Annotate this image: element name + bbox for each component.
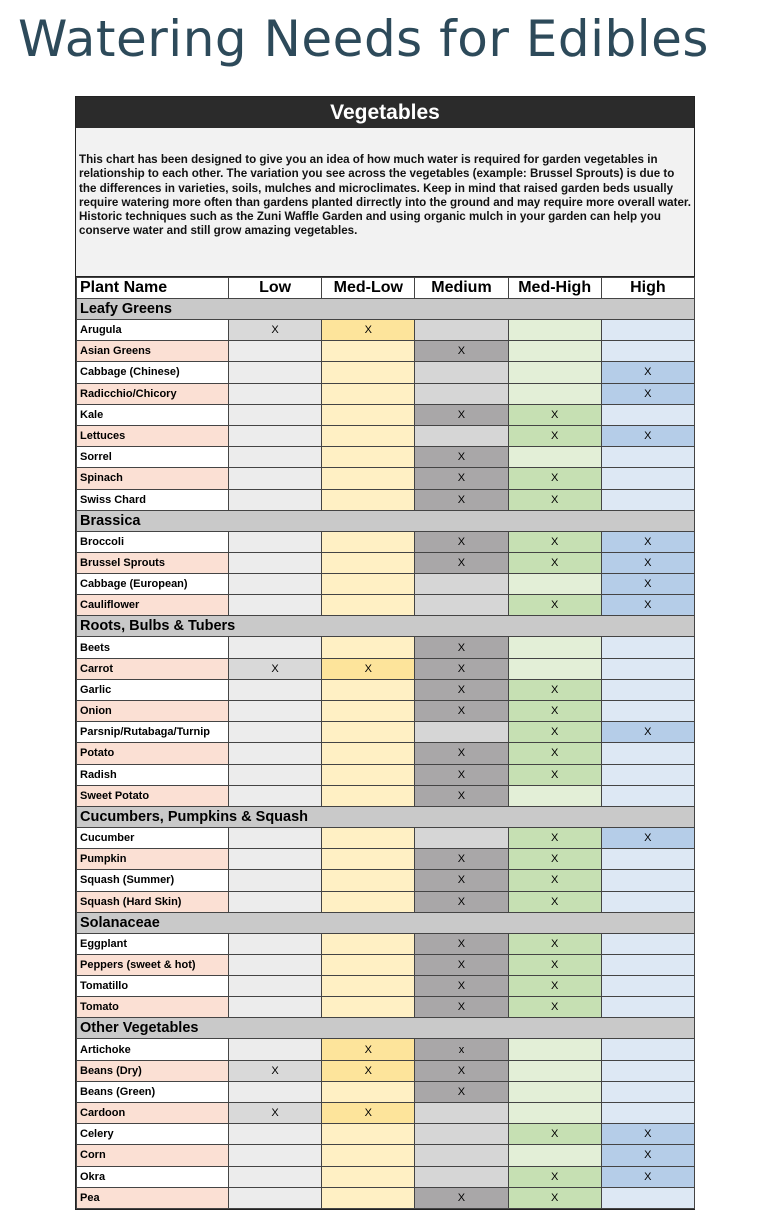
level-cell-medium: X <box>415 997 508 1018</box>
level-cell-low <box>229 976 322 997</box>
level-cell-medium <box>415 574 508 595</box>
level-cell-high: X <box>601 827 694 848</box>
level-cell-medhigh <box>508 637 601 658</box>
level-cell-medium: X <box>415 976 508 997</box>
level-cell-medlow: X <box>322 320 415 341</box>
level-cell-low: X <box>229 320 322 341</box>
level-cell-high <box>601 701 694 722</box>
level-cell-medlow <box>322 531 415 552</box>
level-cell-medlow <box>322 1124 415 1145</box>
level-cell-medlow <box>322 404 415 425</box>
level-cell-medium <box>415 595 508 616</box>
level-cell-low <box>229 1124 322 1145</box>
level-cell-medhigh: X <box>508 891 601 912</box>
level-cell-medlow: X <box>322 1060 415 1081</box>
plant-name: Carrot <box>77 658 229 679</box>
plant-name: Radicchio/Chicory <box>77 383 229 404</box>
table-row <box>77 595 695 616</box>
level-cell-medhigh: X <box>508 849 601 870</box>
level-cell-medium: X <box>415 1081 508 1102</box>
level-cell-medlow <box>322 447 415 468</box>
level-cell-medlow <box>322 870 415 891</box>
plant-name: Peppers (sweet & hot) <box>77 954 229 975</box>
level-cell-medhigh <box>508 658 601 679</box>
level-cell-medhigh: X <box>508 701 601 722</box>
level-cell-medhigh <box>508 785 601 806</box>
level-cell-medium: X <box>415 870 508 891</box>
level-cell-medium <box>415 362 508 383</box>
table-row <box>77 1081 695 1102</box>
level-cell-medlow <box>322 849 415 870</box>
level-cell-high <box>601 743 694 764</box>
level-cell-low: X <box>229 1103 322 1124</box>
level-cell-medlow: X <box>322 1039 415 1060</box>
level-cell-low <box>229 870 322 891</box>
plant-name: Arugula <box>77 320 229 341</box>
level-cell-medhigh: X <box>508 1187 601 1208</box>
level-cell-high: X <box>601 722 694 743</box>
level-cell-low <box>229 743 322 764</box>
table-row <box>77 1124 695 1145</box>
level-cell-medium: X <box>415 701 508 722</box>
plant-name: Radish <box>77 764 229 785</box>
plant-name: Pea <box>77 1187 229 1208</box>
level-cell-medlow <box>322 468 415 489</box>
level-cell-low <box>229 891 322 912</box>
table-row <box>77 489 695 510</box>
category-row <box>77 912 695 933</box>
table-row <box>77 1039 695 1060</box>
plant-name: Asian Greens <box>77 341 229 362</box>
level-cell-medlow <box>322 954 415 975</box>
level-cell-high <box>601 933 694 954</box>
level-cell-medhigh: X <box>508 764 601 785</box>
level-cell-medium <box>415 1145 508 1166</box>
level-cell-medhigh: X <box>508 870 601 891</box>
level-cell-medhigh: X <box>508 404 601 425</box>
level-cell-low <box>229 447 322 468</box>
level-cell-medhigh: X <box>508 997 601 1018</box>
level-cell-medium: X <box>415 954 508 975</box>
level-cell-medhigh: X <box>508 679 601 700</box>
level-cell-medlow <box>322 637 415 658</box>
table-row <box>77 976 695 997</box>
plant-name: Cabbage (Chinese) <box>77 362 229 383</box>
column-header-low: Low <box>229 278 322 299</box>
level-cell-high <box>601 785 694 806</box>
level-cell-medhigh <box>508 1145 601 1166</box>
level-cell-medium <box>415 1166 508 1187</box>
table-row <box>77 425 695 446</box>
table-row <box>77 574 695 595</box>
plant-name: Cauliflower <box>77 595 229 616</box>
level-cell-medlow <box>322 997 415 1018</box>
level-cell-low <box>229 637 322 658</box>
level-cell-low <box>229 679 322 700</box>
level-cell-high <box>601 1039 694 1060</box>
level-cell-medlow <box>322 1081 415 1102</box>
table-row <box>77 701 695 722</box>
level-cell-low: X <box>229 658 322 679</box>
level-cell-high <box>601 891 694 912</box>
plant-name: Beets <box>77 637 229 658</box>
table-row <box>77 997 695 1018</box>
level-cell-medlow <box>322 574 415 595</box>
level-cell-medlow <box>322 701 415 722</box>
level-cell-medhigh <box>508 1039 601 1060</box>
level-cell-low <box>229 468 322 489</box>
level-cell-high <box>601 849 694 870</box>
level-cell-medlow <box>322 1187 415 1208</box>
plant-name: Eggplant <box>77 933 229 954</box>
level-cell-medhigh: X <box>508 1124 601 1145</box>
table-row <box>77 849 695 870</box>
level-cell-medium: X <box>415 764 508 785</box>
table-row <box>77 552 695 573</box>
level-cell-medlow <box>322 976 415 997</box>
level-cell-medium: X <box>415 743 508 764</box>
level-cell-high <box>601 658 694 679</box>
level-cell-medium: X <box>415 637 508 658</box>
category-row <box>77 806 695 827</box>
table-row <box>77 1145 695 1166</box>
level-cell-medium: X <box>415 341 508 362</box>
level-cell-medhigh: X <box>508 976 601 997</box>
category-label: Other Vegetables <box>77 1018 695 1039</box>
table-row <box>77 722 695 743</box>
level-cell-medium: X <box>415 891 508 912</box>
column-header-row <box>77 278 695 299</box>
plant-name: Spinach <box>77 468 229 489</box>
level-cell-medlow <box>322 679 415 700</box>
category-label: Brassica <box>77 510 695 531</box>
plant-name: Swiss Chard <box>77 489 229 510</box>
table-row <box>77 531 695 552</box>
level-cell-medhigh: X <box>508 954 601 975</box>
level-cell-low <box>229 1039 322 1060</box>
level-cell-medium <box>415 827 508 848</box>
level-cell-high: X <box>601 362 694 383</box>
level-cell-medlow <box>322 785 415 806</box>
column-header-medium: Medium <box>415 278 508 299</box>
level-cell-medium: X <box>415 468 508 489</box>
table-row <box>77 891 695 912</box>
level-cell-low <box>229 1081 322 1102</box>
level-cell-medlow <box>322 1145 415 1166</box>
level-cell-high: X <box>601 425 694 446</box>
table-row <box>77 1166 695 1187</box>
level-cell-medlow <box>322 552 415 573</box>
level-cell-medhigh: X <box>508 827 601 848</box>
level-cell-medium: X <box>415 552 508 573</box>
level-cell-low <box>229 595 322 616</box>
level-cell-high <box>601 468 694 489</box>
level-cell-medium: X <box>415 849 508 870</box>
level-cell-high <box>601 404 694 425</box>
level-cell-high: X <box>601 574 694 595</box>
level-cell-medhigh: X <box>508 468 601 489</box>
level-cell-low: X <box>229 1060 322 1081</box>
plant-name: Cucumber <box>77 827 229 848</box>
level-cell-medium <box>415 722 508 743</box>
table-row <box>77 383 695 404</box>
level-cell-medlow <box>322 827 415 848</box>
level-cell-low <box>229 997 322 1018</box>
level-cell-high: X <box>601 1145 694 1166</box>
table-row <box>77 743 695 764</box>
column-header-high: High <box>601 278 694 299</box>
table-row <box>77 870 695 891</box>
level-cell-medium: X <box>415 447 508 468</box>
level-cell-medium: X <box>415 679 508 700</box>
plant-name: Squash (Summer) <box>77 870 229 891</box>
level-cell-medium: X <box>415 531 508 552</box>
plant-name: Tomatillo <box>77 976 229 997</box>
level-cell-high <box>601 679 694 700</box>
level-cell-low <box>229 574 322 595</box>
table-row <box>77 764 695 785</box>
table-row <box>77 827 695 848</box>
level-cell-medhigh <box>508 320 601 341</box>
level-cell-medlow <box>322 383 415 404</box>
level-cell-medium <box>415 425 508 446</box>
table-row <box>77 447 695 468</box>
table-row <box>77 933 695 954</box>
level-cell-medhigh: X <box>508 531 601 552</box>
table-body <box>77 299 695 1209</box>
column-header-med-high: Med-High <box>508 278 601 299</box>
level-cell-high <box>601 637 694 658</box>
level-cell-medhigh: X <box>508 933 601 954</box>
plant-name: Tomato <box>77 997 229 1018</box>
level-cell-medium <box>415 383 508 404</box>
plant-name: Parsnip/Rutabaga/Turnip <box>77 722 229 743</box>
category-label: Roots, Bulbs & Tubers <box>77 616 695 637</box>
page-title: Watering Needs for Edibles <box>18 10 709 68</box>
level-cell-high <box>601 870 694 891</box>
level-cell-medium: X <box>415 933 508 954</box>
level-cell-medium: X <box>415 658 508 679</box>
level-cell-medlow <box>322 722 415 743</box>
level-cell-low <box>229 1145 322 1166</box>
level-cell-low <box>229 489 322 510</box>
level-cell-high: X <box>601 1124 694 1145</box>
level-cell-high <box>601 1187 694 1208</box>
level-cell-medium <box>415 320 508 341</box>
plant-name: Potato <box>77 743 229 764</box>
watering-chart <box>75 96 695 1210</box>
intro-paragraph: This chart has been designed to give you an idea of how much water is required for garden vegetables in relationship to each other. The variation you see across the vegetables (example: Brussel Sprouts) is due to the differences in varieties, soils, mulches and microclimates. Keep in mind that raised garden beds usually require watering more often than gardens planted dirrectly into the ground and may require more overall water. Historic techniques such as the Zuni Waffle Garden and using organic mulch in your garden can help you conserve water and still grow amazing vegetables. <box>76 128 694 277</box>
table-row <box>77 679 695 700</box>
table-row <box>77 658 695 679</box>
level-cell-low <box>229 722 322 743</box>
level-cell-medhigh <box>508 447 601 468</box>
level-cell-medhigh <box>508 383 601 404</box>
level-cell-high <box>601 1103 694 1124</box>
level-cell-low <box>229 764 322 785</box>
level-cell-high <box>601 489 694 510</box>
level-cell-medhigh <box>508 1103 601 1124</box>
level-cell-low <box>229 383 322 404</box>
level-cell-low <box>229 954 322 975</box>
level-cell-medlow <box>322 595 415 616</box>
level-cell-medlow <box>322 1166 415 1187</box>
column-header-med-low: Med-Low <box>322 278 415 299</box>
plant-name: Cabbage (European) <box>77 574 229 595</box>
level-cell-medium <box>415 1103 508 1124</box>
level-cell-high <box>601 764 694 785</box>
plant-name: Okra <box>77 1166 229 1187</box>
level-cell-high <box>601 997 694 1018</box>
level-cell-medhigh <box>508 574 601 595</box>
table-row <box>77 468 695 489</box>
level-cell-medhigh: X <box>508 489 601 510</box>
plant-name: Garlic <box>77 679 229 700</box>
level-cell-medlow: X <box>322 658 415 679</box>
plant-name: Onion <box>77 701 229 722</box>
table-row <box>77 404 695 425</box>
level-cell-medlow <box>322 891 415 912</box>
level-cell-medlow <box>322 489 415 510</box>
table-row <box>77 320 695 341</box>
category-label: Solanaceae <box>77 912 695 933</box>
level-cell-medium: X <box>415 785 508 806</box>
plant-name: Brussel Sprouts <box>77 552 229 573</box>
category-label: Cucumbers, Pumpkins & Squash <box>77 806 695 827</box>
plant-name: Pumpkin <box>77 849 229 870</box>
plant-name: Lettuces <box>77 425 229 446</box>
level-cell-medlow <box>322 764 415 785</box>
level-cell-medhigh: X <box>508 743 601 764</box>
level-cell-medlow <box>322 341 415 362</box>
plant-name: Sorrel <box>77 447 229 468</box>
level-cell-high <box>601 320 694 341</box>
category-row <box>77 1018 695 1039</box>
level-cell-low <box>229 1166 322 1187</box>
level-cell-medhigh <box>508 341 601 362</box>
plant-name: Beans (Green) <box>77 1081 229 1102</box>
level-cell-medhigh: X <box>508 1166 601 1187</box>
level-cell-low <box>229 785 322 806</box>
level-cell-medhigh: X <box>508 425 601 446</box>
plant-name: Sweet Potato <box>77 785 229 806</box>
plant-name: Cardoon <box>77 1103 229 1124</box>
level-cell-medium: x <box>415 1039 508 1060</box>
plant-name: Squash (Hard Skin) <box>77 891 229 912</box>
table-row <box>77 1060 695 1081</box>
level-cell-high <box>601 1081 694 1102</box>
plant-name: Broccoli <box>77 531 229 552</box>
level-cell-medhigh <box>508 1081 601 1102</box>
level-cell-medium: X <box>415 404 508 425</box>
level-cell-high: X <box>601 552 694 573</box>
level-cell-medlow <box>322 362 415 383</box>
table-row <box>77 785 695 806</box>
level-cell-medium: X <box>415 1060 508 1081</box>
table-row <box>77 341 695 362</box>
level-cell-medhigh: X <box>508 595 601 616</box>
table-row <box>77 637 695 658</box>
level-cell-low <box>229 827 322 848</box>
level-cell-low <box>229 552 322 573</box>
level-cell-high: X <box>601 1166 694 1187</box>
table-row <box>77 1103 695 1124</box>
level-cell-high: X <box>601 383 694 404</box>
level-cell-high <box>601 1060 694 1081</box>
level-cell-high <box>601 954 694 975</box>
level-cell-medium: X <box>415 1187 508 1208</box>
level-cell-high: X <box>601 531 694 552</box>
level-cell-low <box>229 933 322 954</box>
level-cell-medhigh <box>508 1060 601 1081</box>
level-cell-high <box>601 976 694 997</box>
level-cell-medhigh <box>508 362 601 383</box>
table-row <box>77 362 695 383</box>
sheet-heading: Vegetables <box>76 97 694 128</box>
table-row <box>77 954 695 975</box>
level-cell-medhigh: X <box>508 722 601 743</box>
plant-name: Artichoke <box>77 1039 229 1060</box>
category-row <box>77 299 695 320</box>
level-cell-medlow <box>322 425 415 446</box>
level-cell-low <box>229 849 322 870</box>
level-cell-low <box>229 362 322 383</box>
level-cell-high <box>601 447 694 468</box>
watering-table <box>76 277 695 1209</box>
level-cell-medium <box>415 1124 508 1145</box>
plant-name: Beans (Dry) <box>77 1060 229 1081</box>
level-cell-low <box>229 425 322 446</box>
level-cell-high <box>601 341 694 362</box>
level-cell-medlow <box>322 933 415 954</box>
level-cell-medlow <box>322 743 415 764</box>
level-cell-low <box>229 531 322 552</box>
column-header-plant-name: Plant Name <box>77 278 229 299</box>
category-row <box>77 616 695 637</box>
level-cell-medhigh: X <box>508 552 601 573</box>
table-row <box>77 1187 695 1208</box>
plant-name: Kale <box>77 404 229 425</box>
category-label: Leafy Greens <box>77 299 695 320</box>
level-cell-medium: X <box>415 489 508 510</box>
level-cell-low <box>229 341 322 362</box>
plant-name: Corn <box>77 1145 229 1166</box>
level-cell-low <box>229 404 322 425</box>
category-row <box>77 510 695 531</box>
plant-name: Celery <box>77 1124 229 1145</box>
level-cell-low <box>229 701 322 722</box>
level-cell-high: X <box>601 595 694 616</box>
level-cell-low <box>229 1187 322 1208</box>
level-cell-medlow: X <box>322 1103 415 1124</box>
